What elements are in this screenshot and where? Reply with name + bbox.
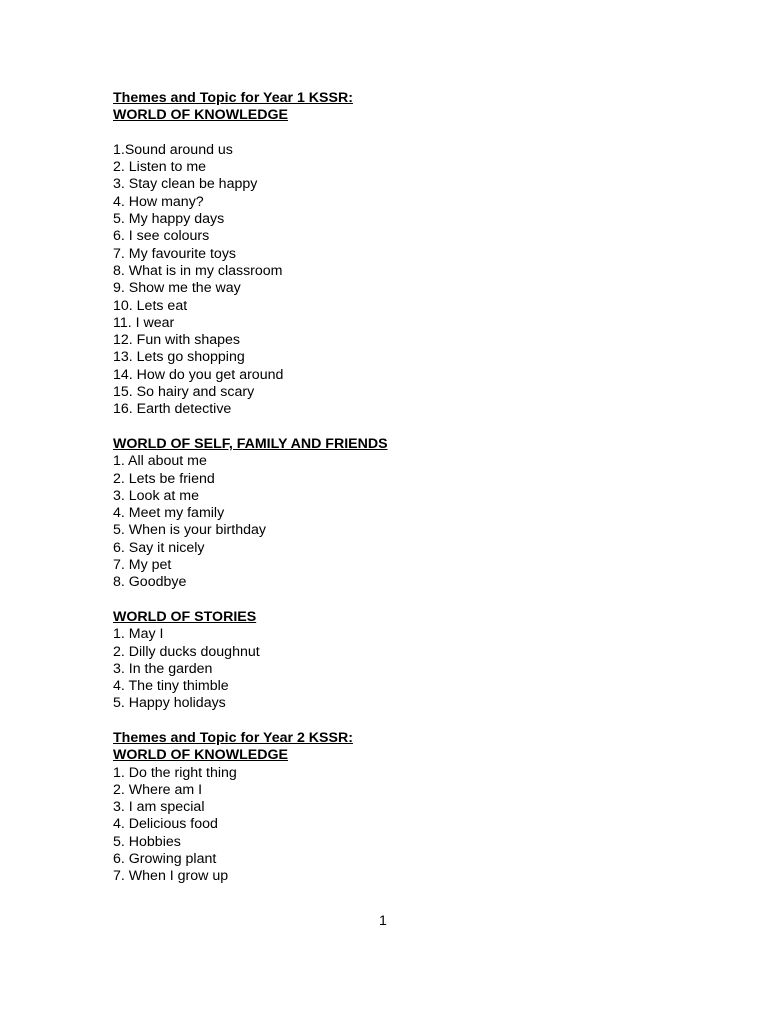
list-item: 4. The tiny thimble: [113, 678, 229, 695]
list-item: 3. In the garden: [113, 660, 213, 677]
list-item: 1. All about me: [113, 453, 207, 470]
list-item: 3. Look at me: [113, 487, 199, 504]
list-item: 1.Sound around us: [113, 141, 233, 158]
list-item: 4. How many?: [113, 193, 204, 210]
list-item: 8. What is in my classroom: [113, 262, 283, 279]
list-item: 13. Lets go shopping: [113, 349, 245, 366]
spacer: [113, 125, 673, 142]
list-item: 9. Show me the way: [113, 280, 241, 297]
list-item: 7. When I grow up: [113, 868, 229, 885]
list-item: 7. My favourite toys: [113, 245, 237, 262]
list-item: 2. Where am I: [113, 781, 203, 798]
list-item: 4. Delicious food: [113, 816, 218, 833]
document-page: [113, 90, 673, 886]
list-item: 5. My happy days: [113, 211, 225, 228]
list-item: 5. Happy holidays: [113, 695, 226, 712]
list-item: 5. When is your birthday: [113, 522, 266, 539]
list-item: 7. My pet: [113, 557, 172, 574]
spacer: [113, 592, 673, 609]
year1-title: Themes and Topic for Year 1 KSSR:: [113, 90, 353, 106]
list-item: 1. Do the right thing: [113, 764, 237, 781]
year1-stories-heading: WORLD OF STORIES: [113, 608, 257, 625]
year2-title: Themes and Topic for Year 2 KSSR:: [113, 729, 353, 746]
spacer: [113, 419, 673, 436]
year1-knowledge-heading: WORLD OF KNOWLEDGE: [113, 107, 288, 124]
year2-knowledge-heading: WORLD OF KNOWLEDGE: [113, 747, 288, 764]
year1-self-family-heading: WORLD OF SELF, FAMILY AND FRIENDS: [113, 435, 388, 452]
list-item: 11. I wear: [113, 314, 175, 331]
list-item: 15. So hairy and scary: [113, 384, 255, 401]
list-item: 12. Fun with shapes: [113, 332, 240, 349]
list-item: 6. Growing plant: [113, 851, 217, 868]
list-item: 3. Stay clean be happy: [113, 176, 258, 193]
list-item: 16. Earth detective: [113, 401, 232, 418]
list-item: 10. Lets eat: [113, 297, 188, 314]
list-item: 8. Goodbye: [113, 574, 187, 591]
list-item: 14. How do you get around: [113, 366, 284, 383]
list-item: 4. Meet my family: [113, 505, 225, 522]
list-item: 2. Lets be friend: [113, 470, 215, 487]
page-number-text: 1: [379, 913, 387, 929]
list-item: 1. May I: [113, 626, 164, 643]
list-item: 2. Listen to me: [113, 159, 207, 176]
page-number: [0, 913, 768, 930]
list-item: 3. I am special: [113, 799, 205, 816]
list-item: 5. Hobbies: [113, 833, 181, 850]
spacer: [113, 713, 673, 730]
list-item: 6. Say it nicely: [113, 539, 205, 556]
list-item: 6. I see colours: [113, 228, 210, 245]
list-item: 2. Dilly ducks doughnut: [113, 643, 260, 660]
